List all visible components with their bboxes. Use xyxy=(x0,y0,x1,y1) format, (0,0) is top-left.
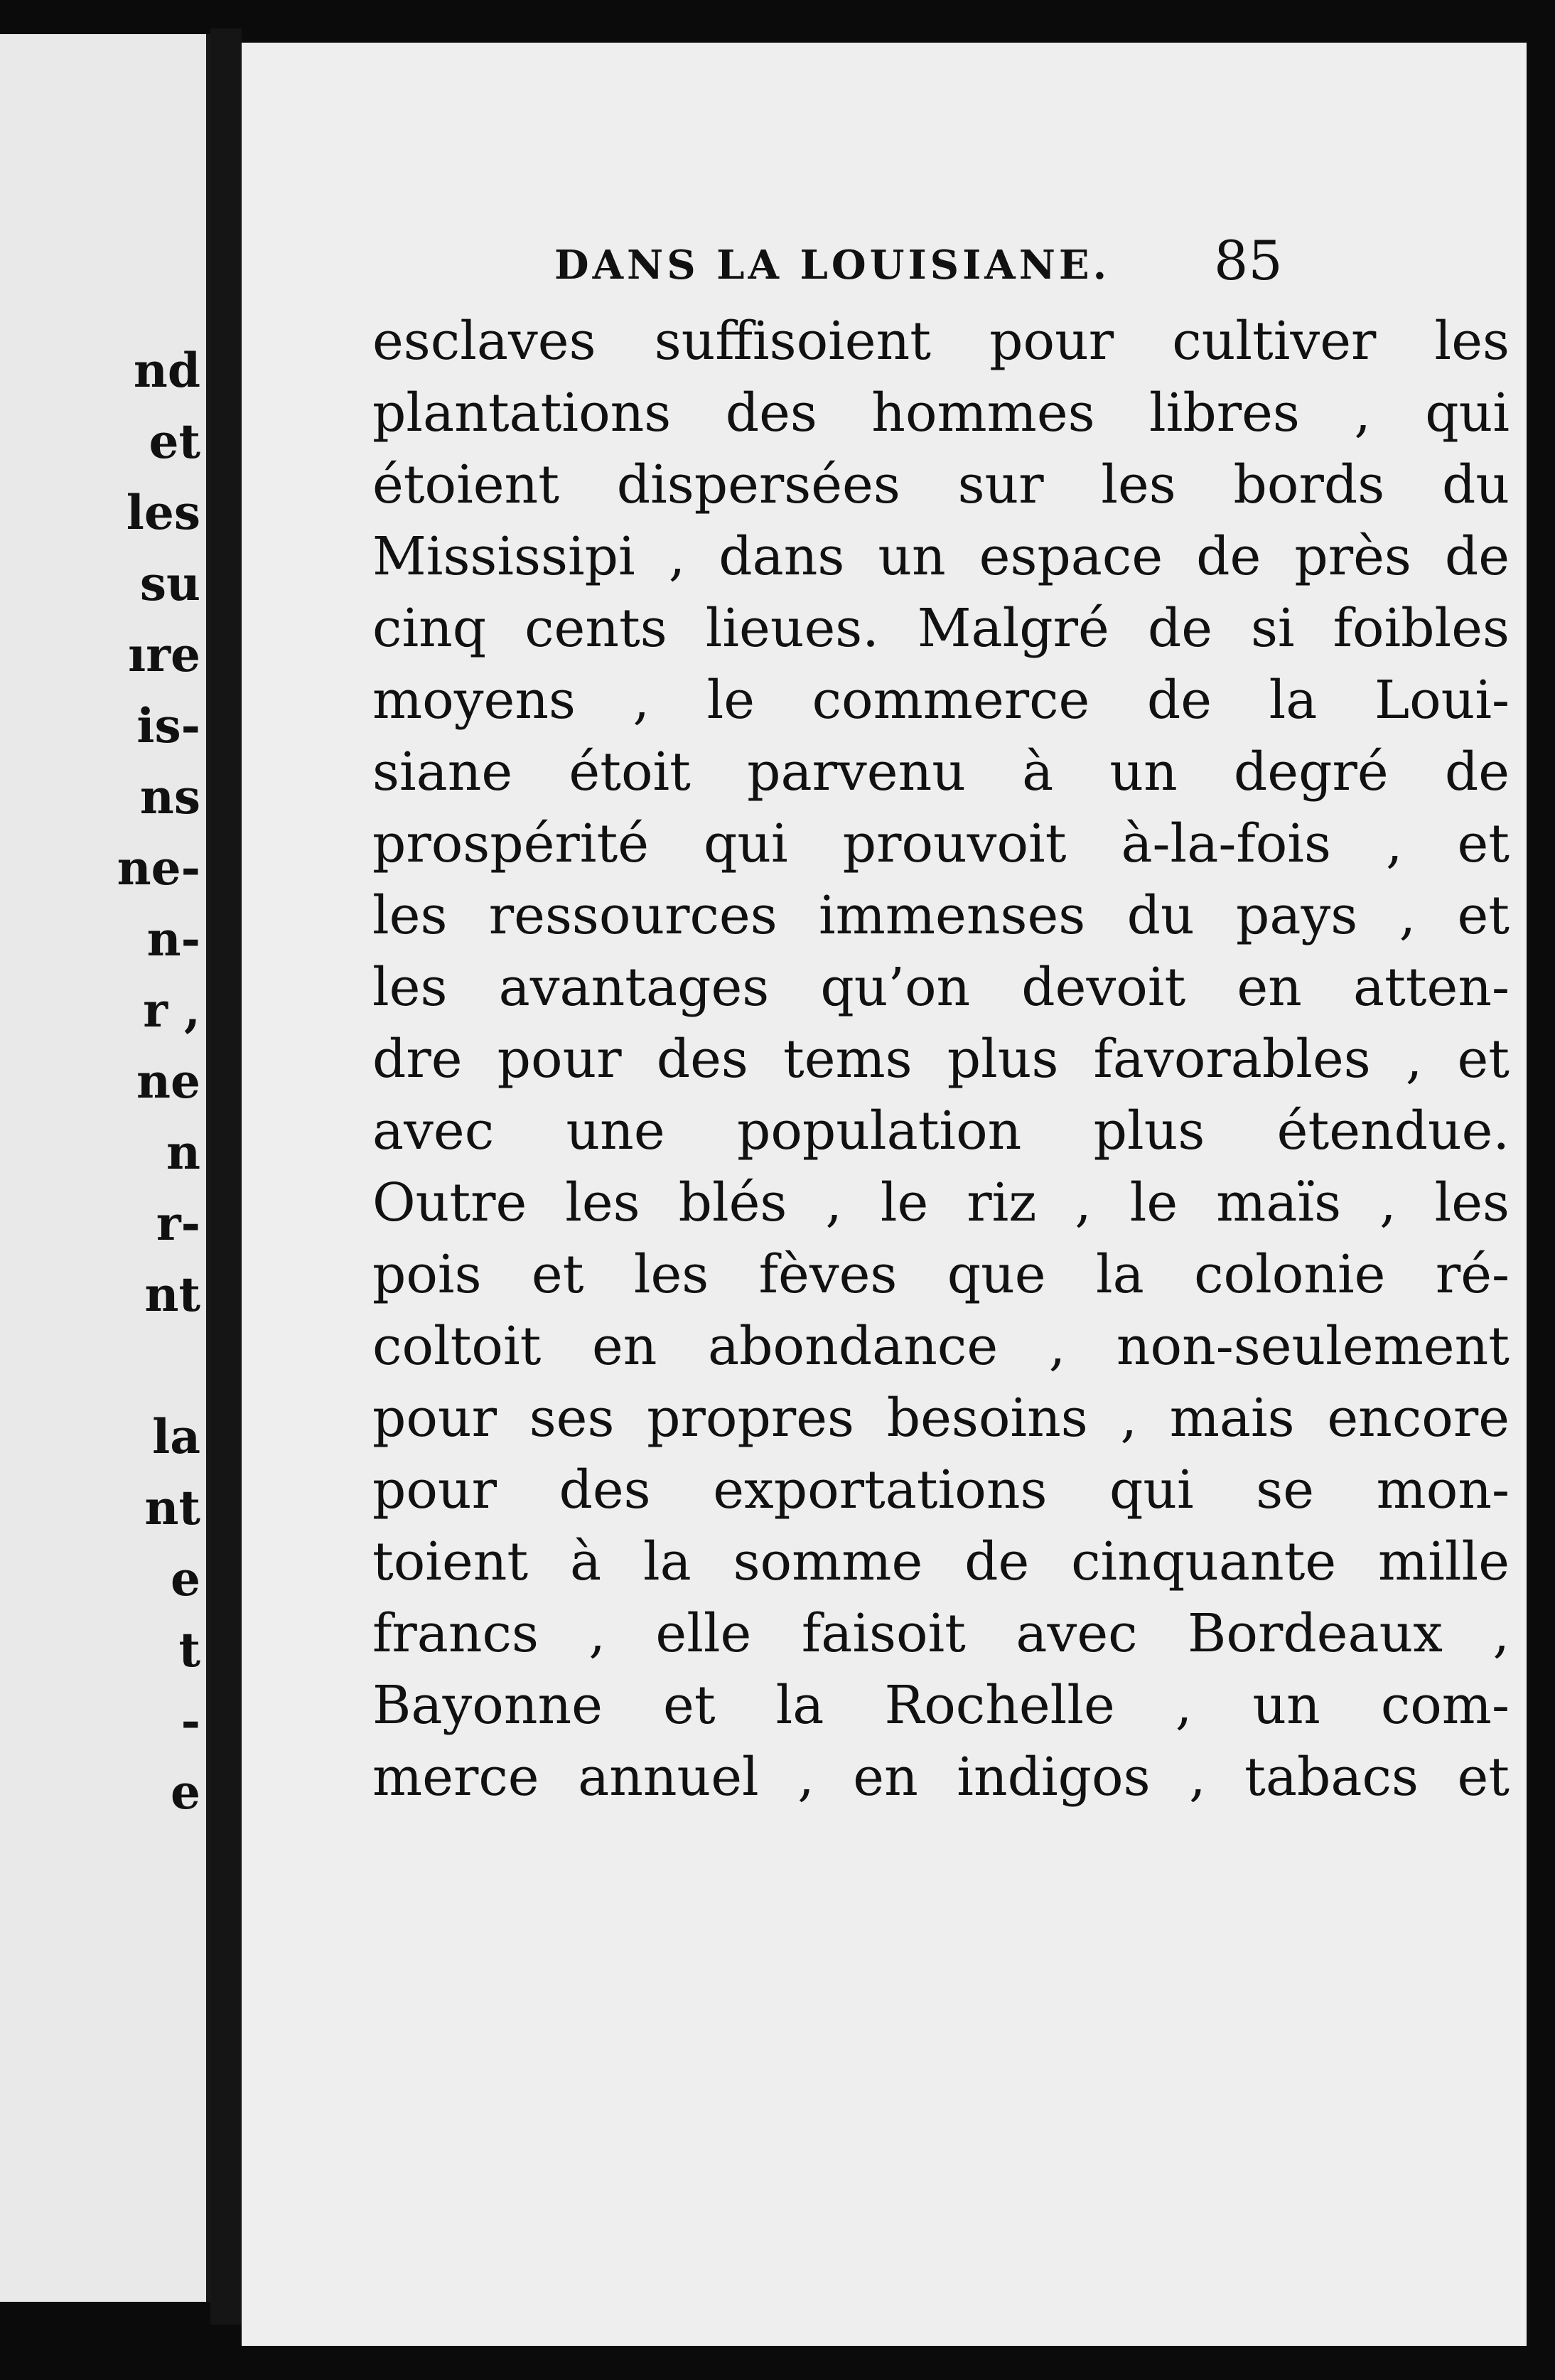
left-margin-fragment: r- xyxy=(156,1196,200,1251)
text-line: toient à la somme de cinquante mille xyxy=(372,1531,1510,1592)
text-line: Mississipi , dans un espace de près de xyxy=(372,526,1510,587)
text-line: moyens , le commerce de la Loui- xyxy=(372,670,1510,731)
text-line: francs , elle faisoit avec Bordeaux , xyxy=(372,1603,1510,1664)
text-line: esclaves suffisoient pour cultiver les xyxy=(372,311,1510,372)
left-margin-fragment: ne- xyxy=(117,840,200,896)
text-line: dre pour des tems plus favorables , et xyxy=(372,1029,1510,1090)
left-margin-fragment: e xyxy=(171,1551,200,1607)
text-line: Outre les blés , le riz , le maïs , les xyxy=(372,1172,1510,1233)
left-margin-fragment: r , xyxy=(143,982,200,1038)
running-head: DANS LA LOUISIANE. xyxy=(554,242,1111,289)
text-line: pour ses propres besoins , mais encore xyxy=(372,1388,1510,1449)
text-line: siane étoit parvenu à un degré de xyxy=(372,741,1510,803)
body-text xyxy=(372,306,1510,1813)
text-line: merce annuel , en indigos , tabacs et xyxy=(372,1747,1510,1808)
text-line: les avantages qu’on devoit en atten- xyxy=(372,957,1510,1018)
left-margin-fragment: ne xyxy=(136,1054,200,1109)
text-line: plantations des hommes libres , qui xyxy=(372,382,1510,444)
page-number: 85 xyxy=(1214,229,1283,292)
left-margin-fragment: ıre xyxy=(128,627,200,682)
text-line: pour des exportations qui se mon- xyxy=(372,1459,1510,1521)
left-margin-fragment: t xyxy=(178,1622,200,1678)
text-line: les ressources immenses du pays , et xyxy=(372,885,1510,946)
text-line: prospérité qui prouvoit à-la-fois , et xyxy=(372,813,1510,874)
left-margin-fragment: nt xyxy=(144,1267,200,1322)
previous-page-fragment xyxy=(0,34,210,2302)
left-margin-fragment: su xyxy=(139,556,200,611)
left-margin-fragment: - xyxy=(181,1693,200,1749)
left-margin-fragment: nt xyxy=(144,1480,200,1535)
left-margin-fragment: et xyxy=(149,414,200,469)
left-margin-fragment: ns xyxy=(139,769,200,825)
text-line: Bayonne et la Rochelle , un com- xyxy=(372,1675,1510,1736)
left-margin-fragment: les xyxy=(126,485,200,540)
left-margin-fragment: n xyxy=(166,1125,200,1180)
left-margin-fragment: is- xyxy=(136,698,200,754)
left-margin-fragment: la xyxy=(152,1409,200,1464)
text-line: avec une population plus étendue. xyxy=(372,1100,1510,1162)
text-line: pois et les fèves que la colonie ré- xyxy=(372,1244,1510,1305)
text-line: étoient dispersées sur les bords du xyxy=(372,454,1510,515)
book-page xyxy=(242,43,1527,2346)
text-line: cinq cents lieues. Malgré de si foibles xyxy=(372,598,1510,659)
left-margin-fragment: n- xyxy=(146,911,200,967)
text-line: coltoit en abondance , non-seulement xyxy=(372,1316,1510,1377)
book-gutter xyxy=(210,28,242,2325)
left-margin-fragment: nd xyxy=(133,343,200,398)
left-margin-fragment: e xyxy=(171,1764,200,1820)
